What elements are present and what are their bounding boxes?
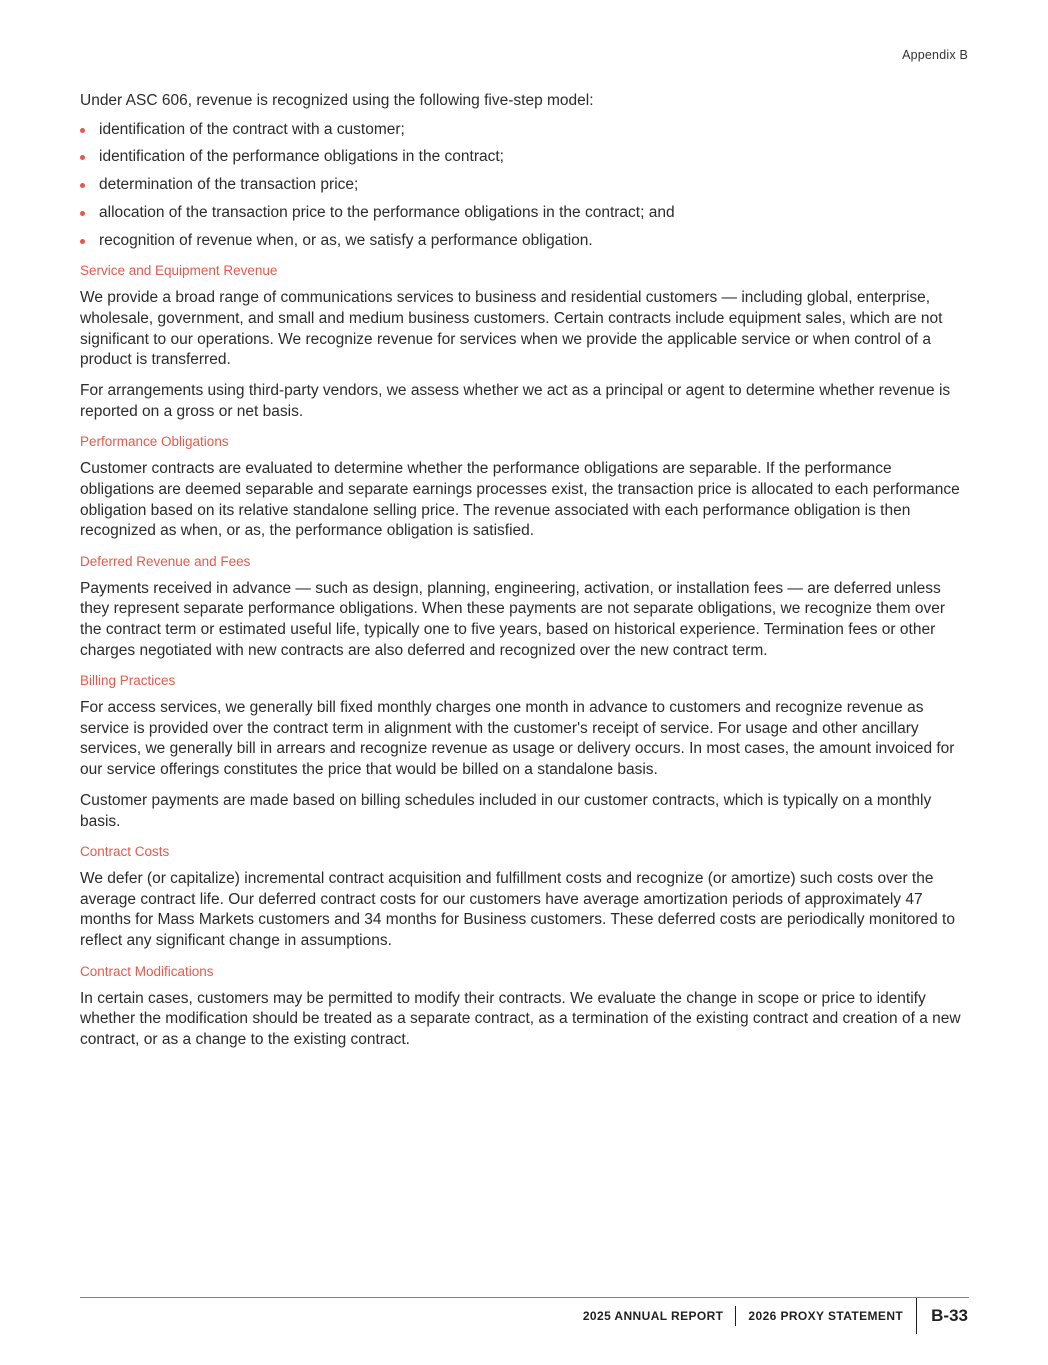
list-item — [80, 147, 970, 168]
section-heading-performance-obligations: Performance Obligations — [80, 434, 229, 450]
list-item-text: identification of the performance obligations in the contract; — [99, 148, 504, 166]
list-item — [80, 120, 970, 141]
five-step-model-list — [80, 120, 970, 252]
bullet-dot-icon — [80, 155, 85, 160]
performance-obligations-paragraph: Customer contracts are evaluated to determine whether the performance obligations are separable. If the performance obligations are deemed separable and separate earnings processes exist, the transaction price is allocated to each performance obligation based on its relative standalone selling price. The revenue associated with each performance obligation is then recognized as when, or as, the performance obligation is satisfied. — [80, 460, 960, 540]
contract-costs-paragraph: We defer (or capitalize) incremental contract acquisition and fulfillment costs and recognize (or amortize) such costs over the average contract life. Our deferred contract costs for our customers have average amortization periods of approximately 47 months for Mass Markets customers and 34 months for Business customers. These deferred costs are periodically monitored to reflect any significant change in assumptions. — [80, 870, 955, 949]
footer-annual-report-label: 2025 ANNUAL REPORT — [582, 1309, 724, 1323]
footer-separator — [735, 1306, 736, 1326]
section-heading-service-equipment: Service and Equipment Revenue — [80, 263, 278, 279]
section-heading-billing-practices: Billing Practices — [80, 673, 176, 689]
list-item-text: allocation of the transaction price to the performance obligations in the contract; and — [99, 203, 675, 221]
list-item-text: determination of the transaction price; — [99, 176, 359, 194]
billing-practices-paragraph-2: Customer payments are made based on billing schedules included in our customer contracts, which is typically on a monthly basis. — [80, 792, 932, 830]
section-heading-contract-costs: Contract Costs — [80, 844, 170, 860]
appendix-label: Appendix B — [902, 48, 968, 62]
bullet-dot-icon — [80, 128, 85, 133]
document-body — [80, 91, 970, 1061]
section-heading-deferred-revenue: Deferred Revenue and Fees — [80, 553, 251, 569]
list-item-text: identification of the contract with a customer; — [99, 120, 405, 138]
service-equipment-paragraph-1: We provide a broad range of communications services to business and residential customers — including global, enterprise, wholesale, government, and small and medium business customers. Certain contracts include equipment sales, which are not significant to our operations. We recognize revenue for services when we provide the applicable service or when control of a product is transferred. — [80, 289, 943, 369]
page-number: B-33 — [931, 1306, 968, 1325]
footer-separator — [916, 1298, 917, 1334]
list-item-text: recognition of revenue when, or as, we satisfy a performance obligation. — [99, 231, 593, 249]
bullet-dot-icon — [80, 211, 85, 216]
contract-modifications-paragraph: In certain cases, customers may be permitted to modify their contracts. We evaluate the change in scope or price to identify whether the modification should be treated as a separate contract, as a termination of the existing contract and creation of a new contract, or as a change to the existing contract. — [80, 989, 961, 1048]
section-heading-contract-modifications: Contract Modifications — [80, 963, 214, 979]
billing-practices-paragraph-1: For access services, we generally bill fixed monthly charges one month in advance to customers and recognize revenue as service is provided over the contract term in alignment with the customer's receipt of service. For usage and other ancillary services, we generally bill in arrears and recognize revenue as usage or delivery occurs. In most cases, the amount invoiced for our service offerings constitutes the price that would be billed on a standalone basis. — [80, 699, 955, 778]
deferred-revenue-paragraph: Payments received in advance — such as design, planning, engineering, activation, or installation fees — are deferred unless they represent separate performance obligations. When these payments are not separate obligations, we recognize them over the contract term or estimated useful life, typically one to five years, based on historical experience. Termination fees or other charges negotiated with new contracts are also deferred and recognized over the new contract term. — [80, 579, 946, 659]
page-footer — [583, 1298, 968, 1334]
list-item — [80, 175, 970, 196]
list-item — [80, 203, 970, 224]
service-equipment-paragraph-2: For arrangements using third-party vendors, we assess whether we act as a principal or agent to determine whether revenue is reported on a gross or net basis. — [80, 382, 951, 420]
bullet-dot-icon — [80, 239, 85, 244]
list-item — [80, 231, 970, 252]
footer-proxy-statement-label: 2026 PROXY STATEMENT — [748, 1309, 904, 1323]
bullet-dot-icon — [80, 183, 85, 188]
intro-paragraph: Under ASC 606, revenue is recognized using the following five-step model: — [80, 92, 594, 109]
